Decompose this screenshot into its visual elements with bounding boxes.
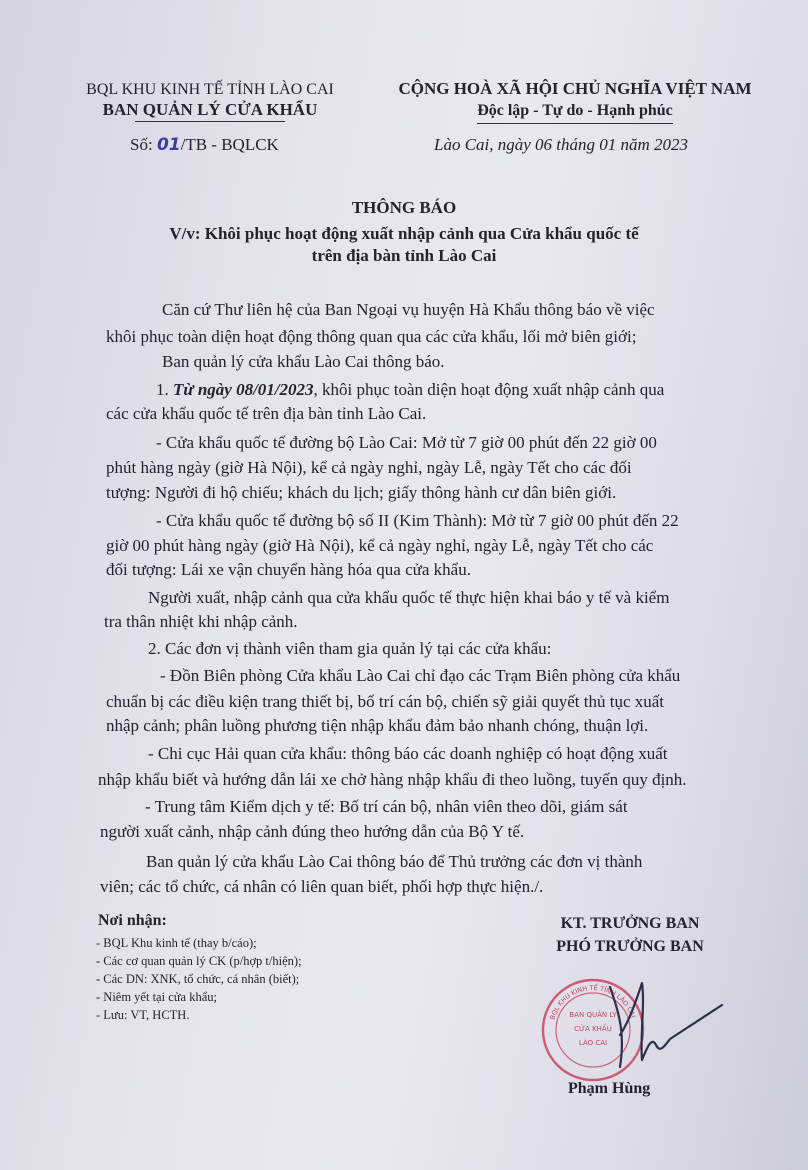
handwritten-number: 01 [156,135,181,155]
recipient-item: - Niêm yết tại cửa khẩu; [96,990,217,1004]
body-line: - Đồn Biên phòng Cửa khẩu Lào Cai chỉ đạo các Trạm Biên phòng cửa khẩu [160,666,681,685]
document-date: Lào Cai, ngày 06 tháng 01 năm 2023 [434,135,689,154]
signer-name: Phạm Hùng [568,1080,651,1097]
recipients-title: Nơi nhận: [98,912,167,929]
handwritten-signature [590,975,730,1075]
body-line: viên; các tổ chức, cá nhân có liên quan biết, phối hợp thực hiện./. [100,877,544,896]
national-title-block [365,78,785,124]
svg-text:BQL KHU KINH TẾ TỈNH LÀO CAI: BQL KHU KINH TẾ TỈNH LÀO CAI [548,983,637,1021]
body-line: người xuất cảnh, nhập cảnh đúng theo hướng dẫn của Bộ Y tế. [100,822,525,841]
agency-name: BAN QUẢN LÝ CỬA KHẨU [102,100,318,119]
body-line: nhập cảnh; phân luồng phương tiện nhập khẩu đảm bảo nhanh chóng, thuận lợi. [106,716,649,735]
body-line: Người xuất, nhập cảnh qua cửa khẩu quốc tế thực hiện khai báo y tế và kiểm [148,588,670,607]
recipient-item: - Lưu: VT, HCTH. [96,1008,190,1022]
body-line: tượng: Người đi hộ chiếu; khách du lịch; giấy thông hành cư dân biên giới. [106,483,617,502]
body-line: Ban quản lý cửa khẩu Lào Cai thông báo để Thủ trưởng các đơn vị thành [146,852,643,871]
body-line: 2. Các đơn vị thành viên tham gia quản lý tại các cửa khẩu: [148,639,552,658]
body-line: tra thân nhiệt khi nhập cảnh. [104,612,298,631]
body-line: đối tượng: Lái xe vận chuyển hàng hóa qua cửa khẩu. [106,560,471,579]
signatory-title: PHÓ TRƯỞNG BAN [556,938,704,955]
issuing-agency-block [60,80,360,122]
document-title: THÔNG BÁO [351,198,457,217]
body-line: - Cửa khẩu quốc tế đường bộ số II (Kim Thành): Mở từ 7 giờ 00 phút đến 22 [156,511,679,530]
body-line: chuẩn bị các điều kiện trang thiết bị, bố trí cán bộ, chiến sỹ giải quyết thủ tục xuất [106,692,665,711]
parent-agency: BQL KHU KINH TẾ TỈNH LÀO CAI [86,81,334,98]
recipient-item: - Các DN: XNK, tổ chức, cá nhân (biết); [96,972,300,986]
country-name: CỘNG HOÀ XÃ HỘI CHỦ NGHĨA VIỆT NAM [398,79,752,98]
subject-line-1: V/v: Khôi phục hoạt động xuất nhập cảnh qua Cửa khẩu quốc tế [169,224,639,243]
agency-underline [135,121,285,122]
body-line: Căn cứ Thư liên hệ của Ban Ngoại vụ huyện Hà Khẩu thông báo về việc [162,300,655,319]
recipient-item: - Các cơ quan quản lý CK (p/hợp t/hiện); [96,954,302,968]
body-line: - Chi cục Hải quan cửa khẩu: thông báo các doanh nghiệp có hoạt động xuất [148,744,668,763]
signatory-authority: KT. TRƯỞNG BAN [560,915,700,932]
svg-text:CỬA KHẨU: CỬA KHẨU [574,1025,612,1033]
svg-text:LÀO CAI: LÀO CAI [578,1039,608,1047]
body-line: giờ 00 phút hàng ngày (giờ Hà Nội), kể cả ngày nghỉ, ngày Lễ, ngày Tết cho các [106,536,654,555]
document-number: Số: 01/TB - BQLCK [130,135,279,155]
recipient-item: - BQL Khu kinh tế (thay b/cáo); [96,936,257,950]
effective-date: Từ ngày 08/01/2023 [173,380,314,399]
body-line: Ban quản lý cửa khẩu Lào Cai thông báo. [162,352,445,371]
body-line: - Cửa khẩu quốc tế đường bộ Lào Cai: Mở từ 7 giờ 00 phút đến 22 giờ 00 [156,433,657,452]
svg-text:BAN QUẢN LÝ: BAN QUẢN LÝ [569,1011,617,1019]
body-line-effective-date: 1. Từ ngày 08/01/2023, khôi phục toàn diện hoạt động xuất nhập cảnh qua [156,380,665,399]
body-line: khôi phục toàn diện hoạt động thông quan qua các cửa khẩu, lối mở biên giới; [106,327,637,346]
subject-line-2: trên địa bàn tỉnh Lào Cai [311,246,497,265]
national-motto: Độc lập - Tự do - Hạnh phúc [477,100,673,124]
body-line: nhập khẩu biết và hướng dẫn lái xe chở hàng nhập khẩu đi theo luồng, tuyến quy định. [98,770,687,789]
body-line: phút hàng ngày (giờ Hà Nội), kể cả ngày nghỉ, ngày Lễ, ngày Tết cho các đối [106,458,632,477]
body-line: các cửa khẩu quốc tế trên địa bàn tỉnh Lào Cai. [106,404,427,423]
body-line: - Trung tâm Kiểm dịch y tế: Bố trí cán bộ, nhân viên theo dõi, giám sát [145,797,628,816]
